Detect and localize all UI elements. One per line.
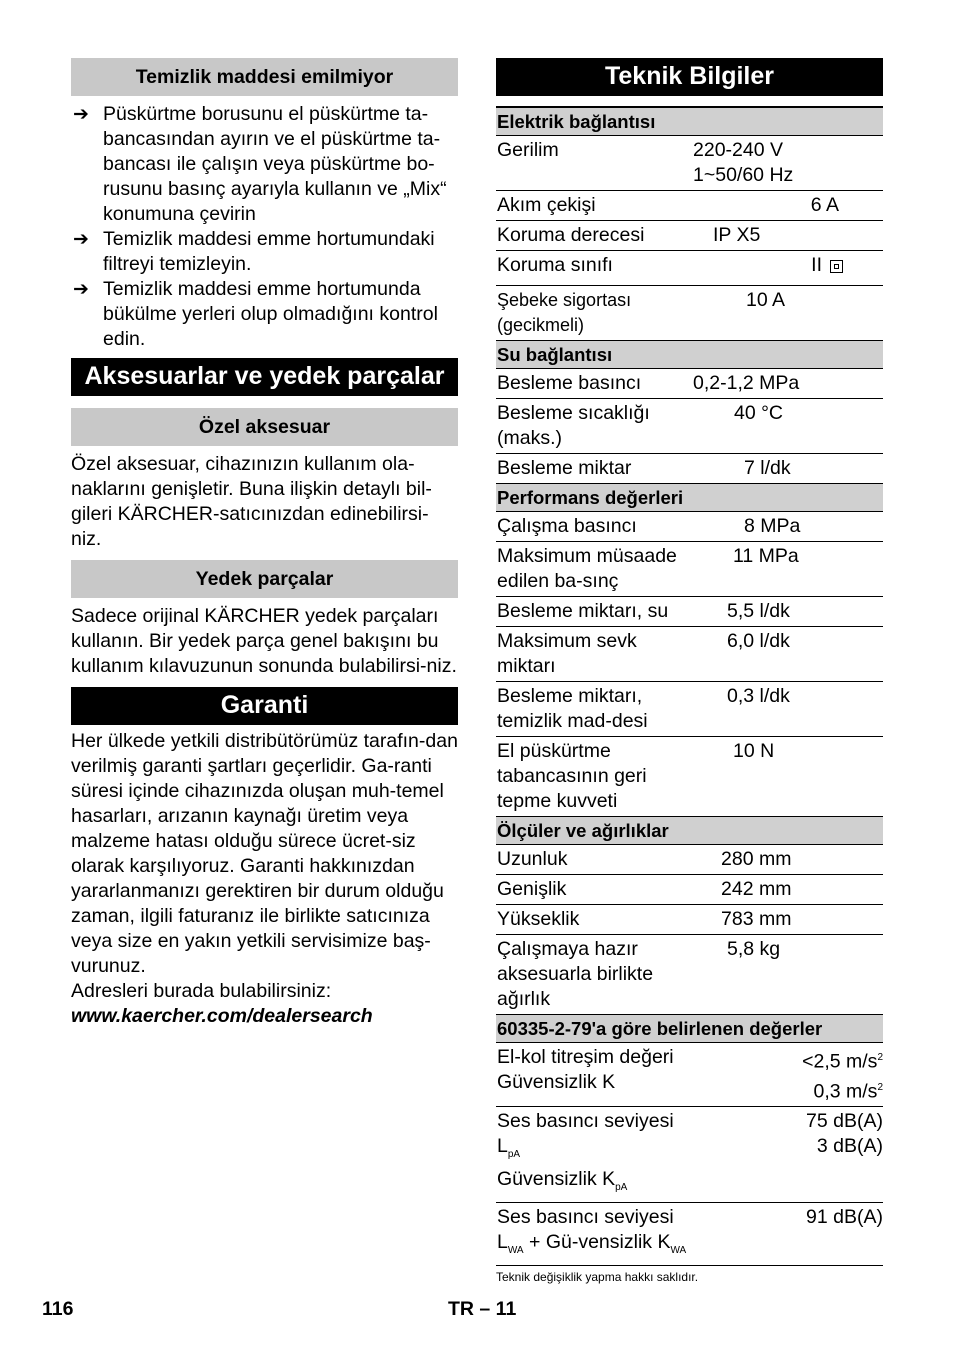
table-row: Koruma derecesi IP X5 (496, 221, 883, 251)
table-section-row: Ölçüler ve ağırlıklar (496, 817, 883, 845)
table-row: Besleme basıncı 0,2-1,2 MPa (496, 369, 883, 399)
page-number: 116 (42, 1298, 74, 1320)
arrow-right-icon: ➔ (73, 279, 89, 300)
list-item: ➔ Temizlik maddesi emme hortumundaki filtreyi temizleyin. (73, 228, 435, 275)
dealer-search-link[interactable]: www.kaercher.com/dealersearch (71, 1005, 373, 1027)
technical-data-table (496, 106, 883, 1266)
table-section-row: Su bağlantısı (496, 341, 883, 369)
section-heading-spare-parts: Yedek parçalar (71, 560, 458, 598)
table-row: Uzunluk 280 mm (496, 845, 883, 875)
table-row: Çalışmaya hazır aksesuarla birlikte ağırlık 5,8 kg (496, 935, 883, 1015)
table-row: Besleme miktar 7 l/dk (496, 454, 883, 484)
arrow-right-icon: ➔ (73, 104, 89, 125)
table-row: Gerilim 220-240 V 1~50/60 Hz (496, 136, 883, 191)
table-row: Çalışma basıncı 8 MPa (496, 512, 883, 542)
section-heading-cleaning-agent: Temizlik maddesi emilmiyor (71, 58, 458, 96)
table-row: Ses basıncı seviyesi $L_{WA}$ + Gü-vensizlik $K_{WA}$ 91 dB(A) (496, 1202, 883, 1265)
table-row: Genişlik 242 mm (496, 875, 883, 905)
right-column (496, 58, 883, 1284)
table-row: Besleme sıcaklığı (maks.) 40 °C (496, 399, 883, 454)
chapter-heading-warranty: Garanti (71, 687, 458, 725)
table-row: El püskürtme tabancasının geri tepme kuvveti 10 N (496, 737, 883, 817)
troubleshooting-list (71, 102, 458, 352)
table-row: Şebeke sigortası (gecikmeli) 10 A (496, 286, 883, 341)
table-row: Koruma sınıfı II (496, 251, 883, 286)
warranty-text: Her ülkede yetkili distribütörümüz tarafın-dan verilmiş garanti şartları geçerlidir. Ga-ranti süresi içinde cihazınızda oluşan muh-temel hasarları, arızanın kaynağı üretim veya malzeme hatası olduğu sürece ücret-siz olarak karşılıyoruz. Garanti hakkınızdan yararlanmanızı gerektiren bir durum olduğu zaman, ilgili faturanız ile birlikte satıcınıza veya size en yakın yetkili servisimize baş-vurunuz. (71, 730, 458, 977)
address-text: Adresleri burada bulabilirsiniz: (71, 980, 332, 1002)
section-heading-special-accessories: Özel aksesuar (71, 408, 458, 446)
table-row: Besleme miktarı, su 5,5 l/dk (496, 597, 883, 627)
list-item: ➔ Temizlik maddesi emme hortumunda bükülme yerleri olup olmadığını kontrol edin. (73, 278, 438, 350)
special-accessories-text: Özel aksesuar, cihazınızın kullanım ola-naklarını genişletir. Buna ilişkin detaylı bil-gileri KÄRCHER-satıcınızdan edinebilirsi-niz. (71, 453, 432, 550)
table-row: Maksimum sevk miktarı 6,0 l/dk (496, 627, 883, 682)
protection-class-ii-icon (830, 260, 843, 273)
table-section-row: Performans değerleri (496, 484, 883, 512)
table-section-row: 60335-2-79'a göre belirlenen değerler (496, 1015, 883, 1043)
table-row: El-kol titreşim değeri Güvensizlik K <2,5 $m/s^2$ 0,3 $m/s^2$ (496, 1043, 883, 1107)
table-row: Yükseklik 783 mm (496, 905, 883, 935)
table-section-row: Elektrik bağlantısı (496, 107, 883, 136)
technical-changes-note: Teknik değişiklik yapma hakkı saklıdır. (496, 1269, 699, 1284)
arrow-right-icon: ➔ (73, 229, 89, 250)
section-page-label: TR – 11 (448, 1298, 517, 1320)
left-column (71, 58, 458, 1029)
table-row: Maksimum müsaade edilen ba-sınç 11 MPa (496, 542, 883, 597)
table-row: Besleme miktarı, temizlik mad-desi 0,3 l/dk (496, 682, 883, 737)
table-row: Ses basıncı seviyesi $L_{pA}$ Güvensizlik $K_{pA}$ 75 dB(A) 3 dB(A) (496, 1107, 883, 1203)
list-item: ➔ Püskürtme borusunu el püskürtme ta-bancasından ayırın ve el püskürtme ta-bancası ile çalışın veya püskürtme bo-rusunu basınç ayarıyla kullanın ve „Mix“ konumuna çevirin (73, 103, 447, 225)
chapter-heading-technical-data: Teknik Bilgiler (496, 58, 883, 96)
chapter-heading-accessories: Aksesuarlar ve yedek parçalar (71, 358, 458, 396)
spare-parts-text: Sadece orijinal KÄRCHER yedek parçaları kullanın. Bir yedek parça genel bakışını bu kullanım kılavuzunun sonunda bulabilirsi-niz. (71, 605, 457, 677)
table-row: Akım çekişi 6 A (496, 191, 883, 221)
